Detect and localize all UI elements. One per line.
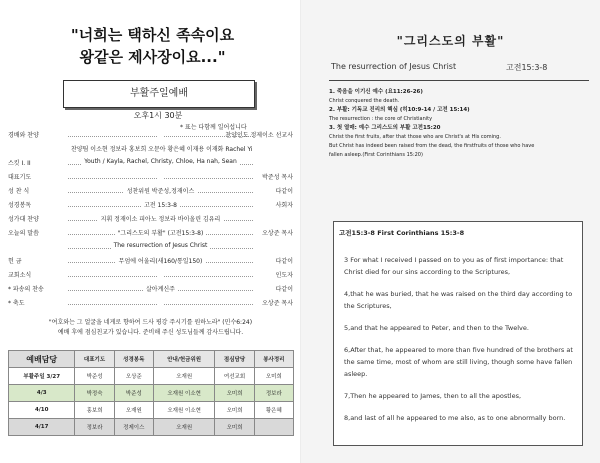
order-item: Youth / Kayla, Rachel, Christy, Chloe, Ha nah, Sean	[81, 158, 240, 165]
order-leader: 찬양인도 정제이소 선교사	[225, 132, 293, 139]
duty-cell: 오미희	[254, 368, 293, 385]
duty-header: 예배담당	[9, 351, 75, 368]
order-leader: 다같이	[275, 258, 293, 265]
duty-cell: 정보라	[75, 419, 114, 436]
order-label: 성가대 찬양	[8, 216, 39, 223]
verse: 4,that he was buried, that he was raised on the third day according to the Scriptures,	[344, 290, 573, 310]
order-leader: 인도자	[275, 272, 293, 279]
sermon-title: "그리스도의 부활"	[396, 34, 505, 48]
order-item: 지휘 정재이소 피아노 정보라 바이올린 김유리	[98, 216, 224, 223]
order-leader: 오상준 목사	[262, 300, 293, 307]
order-leader: 다같이	[275, 188, 293, 195]
scripture-heading: 고전15:3-8 First Corinthians 15:3-8	[339, 229, 465, 237]
order-row	[8, 186, 293, 198]
order-row	[8, 256, 293, 268]
verse: 5,and that he appeared to Peter, and then to the Twelve.	[344, 324, 529, 332]
order-label: 성 찬 식	[8, 188, 30, 195]
lunch-notice: 예배 후에 점심친교가 있습니다. 준비해 주신 성도님들께 감사드립니다.	[57, 329, 244, 336]
duty-cell	[254, 419, 293, 436]
outline-text: But Christ has indeed been raised from the dead, the firstfruits of those who have	[329, 143, 535, 149]
order-row	[8, 158, 293, 170]
order-item	[158, 172, 164, 179]
order-item	[158, 270, 164, 277]
order-label: 성경봉독	[8, 202, 32, 209]
duty-table	[8, 350, 294, 436]
duty-date: 부활주일 3/27	[9, 368, 75, 385]
order-item: The resurrection of Jesus Christ	[111, 242, 211, 249]
order-item: "그리스도의 부활" (고전15:3-8)	[115, 230, 207, 237]
duty-date: 4/3	[9, 385, 75, 402]
order-row	[8, 130, 293, 142]
duty-header: 봉사정리	[254, 351, 293, 368]
duty-cell: 박준성	[75, 368, 114, 385]
order-item: 찬양팀 이소현 정보라 홍보희 오문아 황은혜 이재용 이재화 Rachel Yi	[68, 146, 253, 153]
order-item: 고전 15:3-8	[141, 202, 180, 209]
duty-cell: 오상준	[114, 368, 153, 385]
divider	[329, 80, 589, 81]
duty-row	[9, 402, 294, 419]
duty-cell: 오미희	[215, 402, 254, 419]
duty-header: 성경봉독	[114, 351, 153, 368]
order-item: 성찬위원 박준성,정재이스	[124, 188, 198, 195]
benediction-verse: "여호와는 그 얼굴을 네게로 향하여 드사 평강 주시기를 원하노라" (민수6:24)	[48, 319, 253, 326]
duty-row	[9, 419, 294, 436]
order-label: * 축도	[8, 300, 25, 307]
order-row	[8, 214, 293, 226]
outline-point: 1. 죽음을 이기신 예수 (요11:26-26)	[329, 89, 423, 95]
verse: 7,Then he appeared to James, then to all the apostles,	[344, 392, 522, 400]
verse: 6,After that, he appeared to more than five hundred of the brothers at the same time, most of whom are still living, though some have fallen asleep.	[344, 346, 573, 378]
scripture-verses	[344, 254, 574, 434]
order-row	[8, 270, 293, 282]
order-row	[8, 284, 293, 296]
duty-cell: 오재원 이소현	[153, 385, 215, 402]
slogan-line-1: "너희는 택하신 족속이요	[70, 26, 235, 44]
order-item	[158, 130, 164, 137]
duty-cell: 오미희	[215, 419, 254, 436]
footnote	[8, 318, 293, 338]
order-label: 대표기도	[8, 174, 32, 181]
duty-header: 안내/헌금위원	[153, 351, 215, 368]
order-label: 오늘의 말씀	[8, 230, 39, 237]
outline-text: Christ conquered the death.	[329, 98, 400, 104]
order-item	[158, 298, 164, 305]
order-row	[8, 144, 293, 156]
order-label: 스킷 I. II	[8, 160, 31, 167]
duty-cell: 오미희	[215, 385, 254, 402]
order-leader: 오상준 목사	[262, 230, 293, 237]
duty-cell: 정제이스	[114, 419, 153, 436]
sermon-subtitle-text: The resurrection of Jesus Christ	[331, 62, 457, 71]
service-title: 부활주일예배	[63, 80, 255, 108]
order-item: 살아계신주	[143, 286, 178, 293]
order-row	[8, 200, 293, 212]
duty-date: 4/10	[9, 402, 75, 419]
verse: 3 For what I received I passed on to you as of first importance: that Christ died for our sins according to the Scriptures,	[344, 256, 564, 276]
service-time: 오후1시 30분	[133, 111, 183, 120]
duty-cell: 박준성	[114, 385, 153, 402]
order-label: 교회소식	[8, 272, 32, 279]
slogan	[20, 24, 285, 68]
duty-cell: 오재원 이소현	[153, 402, 215, 419]
order-item: 무엄에 어울리(새160/통일150)	[116, 258, 206, 265]
scripture-box	[333, 221, 583, 446]
order-label: 경배와 찬양	[8, 132, 39, 139]
order-row	[8, 228, 293, 240]
duty-cell: 황은혜	[254, 402, 293, 419]
outline-text: fallen asleep.(First Corinthians 15:20)	[329, 152, 423, 158]
duty-header-row	[9, 351, 294, 368]
sermon-outline	[329, 88, 589, 160]
stand-note: * 표는 다함께 일어섭니다	[180, 124, 247, 131]
duty-cell: 여선교회	[215, 368, 254, 385]
sermon-subtitle	[331, 62, 591, 71]
outline-point: 3. 첫 열매: 예수 그리스도의 부활 고전15:20	[329, 125, 441, 131]
order-row	[8, 172, 293, 184]
verse: 8,and last of all he appeared to me also, as to one abnormally born.	[344, 414, 566, 422]
order-leader: 박준성 목사	[262, 174, 293, 181]
duty-cell: 오재원	[153, 419, 215, 436]
duty-date: 4/17	[9, 419, 75, 436]
duty-cell: 정보라	[254, 385, 293, 402]
order-leader: 다같이	[275, 286, 293, 293]
duty-header: 대표기도	[75, 351, 114, 368]
order-leader: 사회자	[275, 202, 293, 209]
order-row	[8, 242, 293, 254]
duty-cell: 홍보희	[75, 402, 114, 419]
duty-cell: 박정숙	[75, 385, 114, 402]
duty-row	[9, 368, 294, 385]
duty-cell: 오재원	[153, 368, 215, 385]
duty-row	[9, 385, 294, 402]
outline-point: 2. 부활: 기독교 진리의 핵심 (히10:9-14 / 고전 15:14)	[329, 107, 470, 113]
order-label: * 파송의 찬송	[8, 286, 44, 293]
order-row	[8, 298, 293, 310]
duty-header: 점심담당	[215, 351, 254, 368]
slogan-line-2: 왕같은 제사장이요..."	[79, 48, 226, 66]
outline-text: Christ the first fruits, after that those who are Christ's at His coming.	[329, 134, 501, 140]
duty-cell: 오재원	[114, 402, 153, 419]
order-label: 헌 금	[8, 258, 22, 265]
outline-text: The resurrection : the core of Christianity	[329, 116, 433, 122]
sermon-reference: 고전15:3-8	[506, 63, 548, 72]
